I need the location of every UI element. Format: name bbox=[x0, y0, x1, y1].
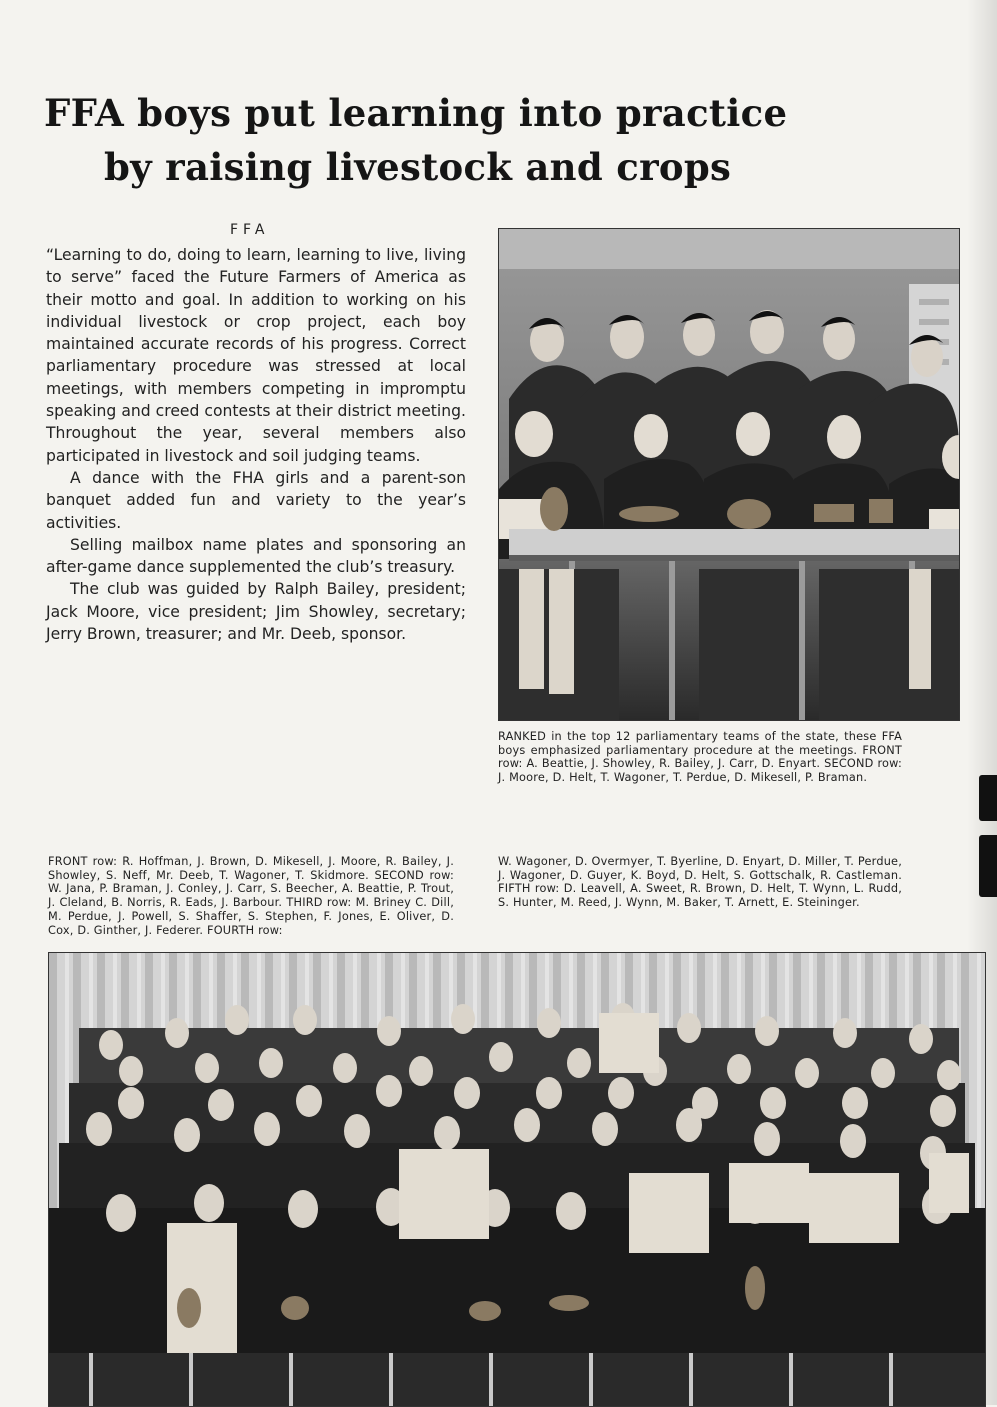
club-group-photo-image bbox=[49, 953, 985, 1406]
article-body bbox=[46, 244, 466, 645]
section-label: FFA bbox=[230, 222, 270, 238]
body-paragraph: The club was guided by Ralph Bailey, president; Jack Moore, vice president; Jim Showley, secretary; Jerry Brown, treasurer; and Mr. Deeb, sponsor. bbox=[46, 580, 466, 644]
page-edge-tabs bbox=[979, 775, 997, 975]
parliamentary-team-photo bbox=[498, 228, 960, 721]
group-photo-caption-col1: FRONT row: R. Hoffman, J. Brown, D. Mikesell, J. Moore, R. Bailey, J. Showley, S. Neff, Mr. Deeb, T. Wagoner, T. Skidmore. SECOND row: W. Jana, P. Braman, J. Conley, J. Carr, S. Beecher, A. Beattie, P. Trout, J. Cleland, B. Norris, R. Eads, J. Barbour. THIRD row: M. Briney C. Dill, M. Perdue, J. Powell, S. Shaffer, S. Stephen, F. Jones, E. Oliver, D. Cox, D. Ginther, J. Federer. FOURTH row: bbox=[48, 855, 454, 937]
group-photo-caption-col2: W. Wagoner, D. Overmyer, T. Byerline, D. Enyart, D. Miller, T. Perdue, J. Wagoner, D. Guyer, K. Boyd, D. Helt, S. Gottschalk, R. Castleman. FIFTH row: D. Leavell, A. Sweet, R. Brown, D. Helt, T. Wynn, L. Rudd, S. Hunter, M. Reed, J. Wynn, M. Baker, T. Arnett, E. Steininger. bbox=[498, 855, 902, 910]
page-headline bbox=[44, 86, 788, 194]
edge-tab bbox=[979, 775, 997, 821]
headline-line-2: by raising livestock and crops bbox=[104, 145, 732, 189]
parliamentary-team-photo-image bbox=[499, 229, 959, 720]
photo-caption: RANKED in the top 12 parliamentary teams of the state, these FFA boys emphasized parliamentary procedure at the meetings. FRONT row: A. Beattie, J. Showley, R. Bailey, J. Carr, D. Enyart. SECOND row: J. Moore, D. Helt, T. Wagoner, T. Perdue, D. Mikesell, P. Braman. bbox=[498, 730, 902, 785]
edge-tab bbox=[979, 835, 997, 897]
body-paragraph: A dance with the FHA girls and a parent-son banquet added fun and variety to the year’s activities. bbox=[46, 468, 466, 532]
body-paragraph: “Learning to do, doing to learn, learning to live, living to serve” faced the Future Farmers of America as their motto and goal. In addition to working on his individual livestock or crop project, each boy maintained accurate records of his progress. Correct parliamentary procedure was stressed at local meetings, with members competing in impromptu speaking and creed contests at their district meeting. Throughout the year, several members also participated in livestock and soil judging teams. bbox=[46, 246, 466, 465]
body-paragraph: Selling mailbox name plates and sponsoring an after-game dance supplemented the club’s treasury. bbox=[46, 535, 466, 577]
headline-line-1: FFA boys put learning into practice bbox=[44, 91, 788, 135]
club-group-photo bbox=[48, 952, 986, 1407]
